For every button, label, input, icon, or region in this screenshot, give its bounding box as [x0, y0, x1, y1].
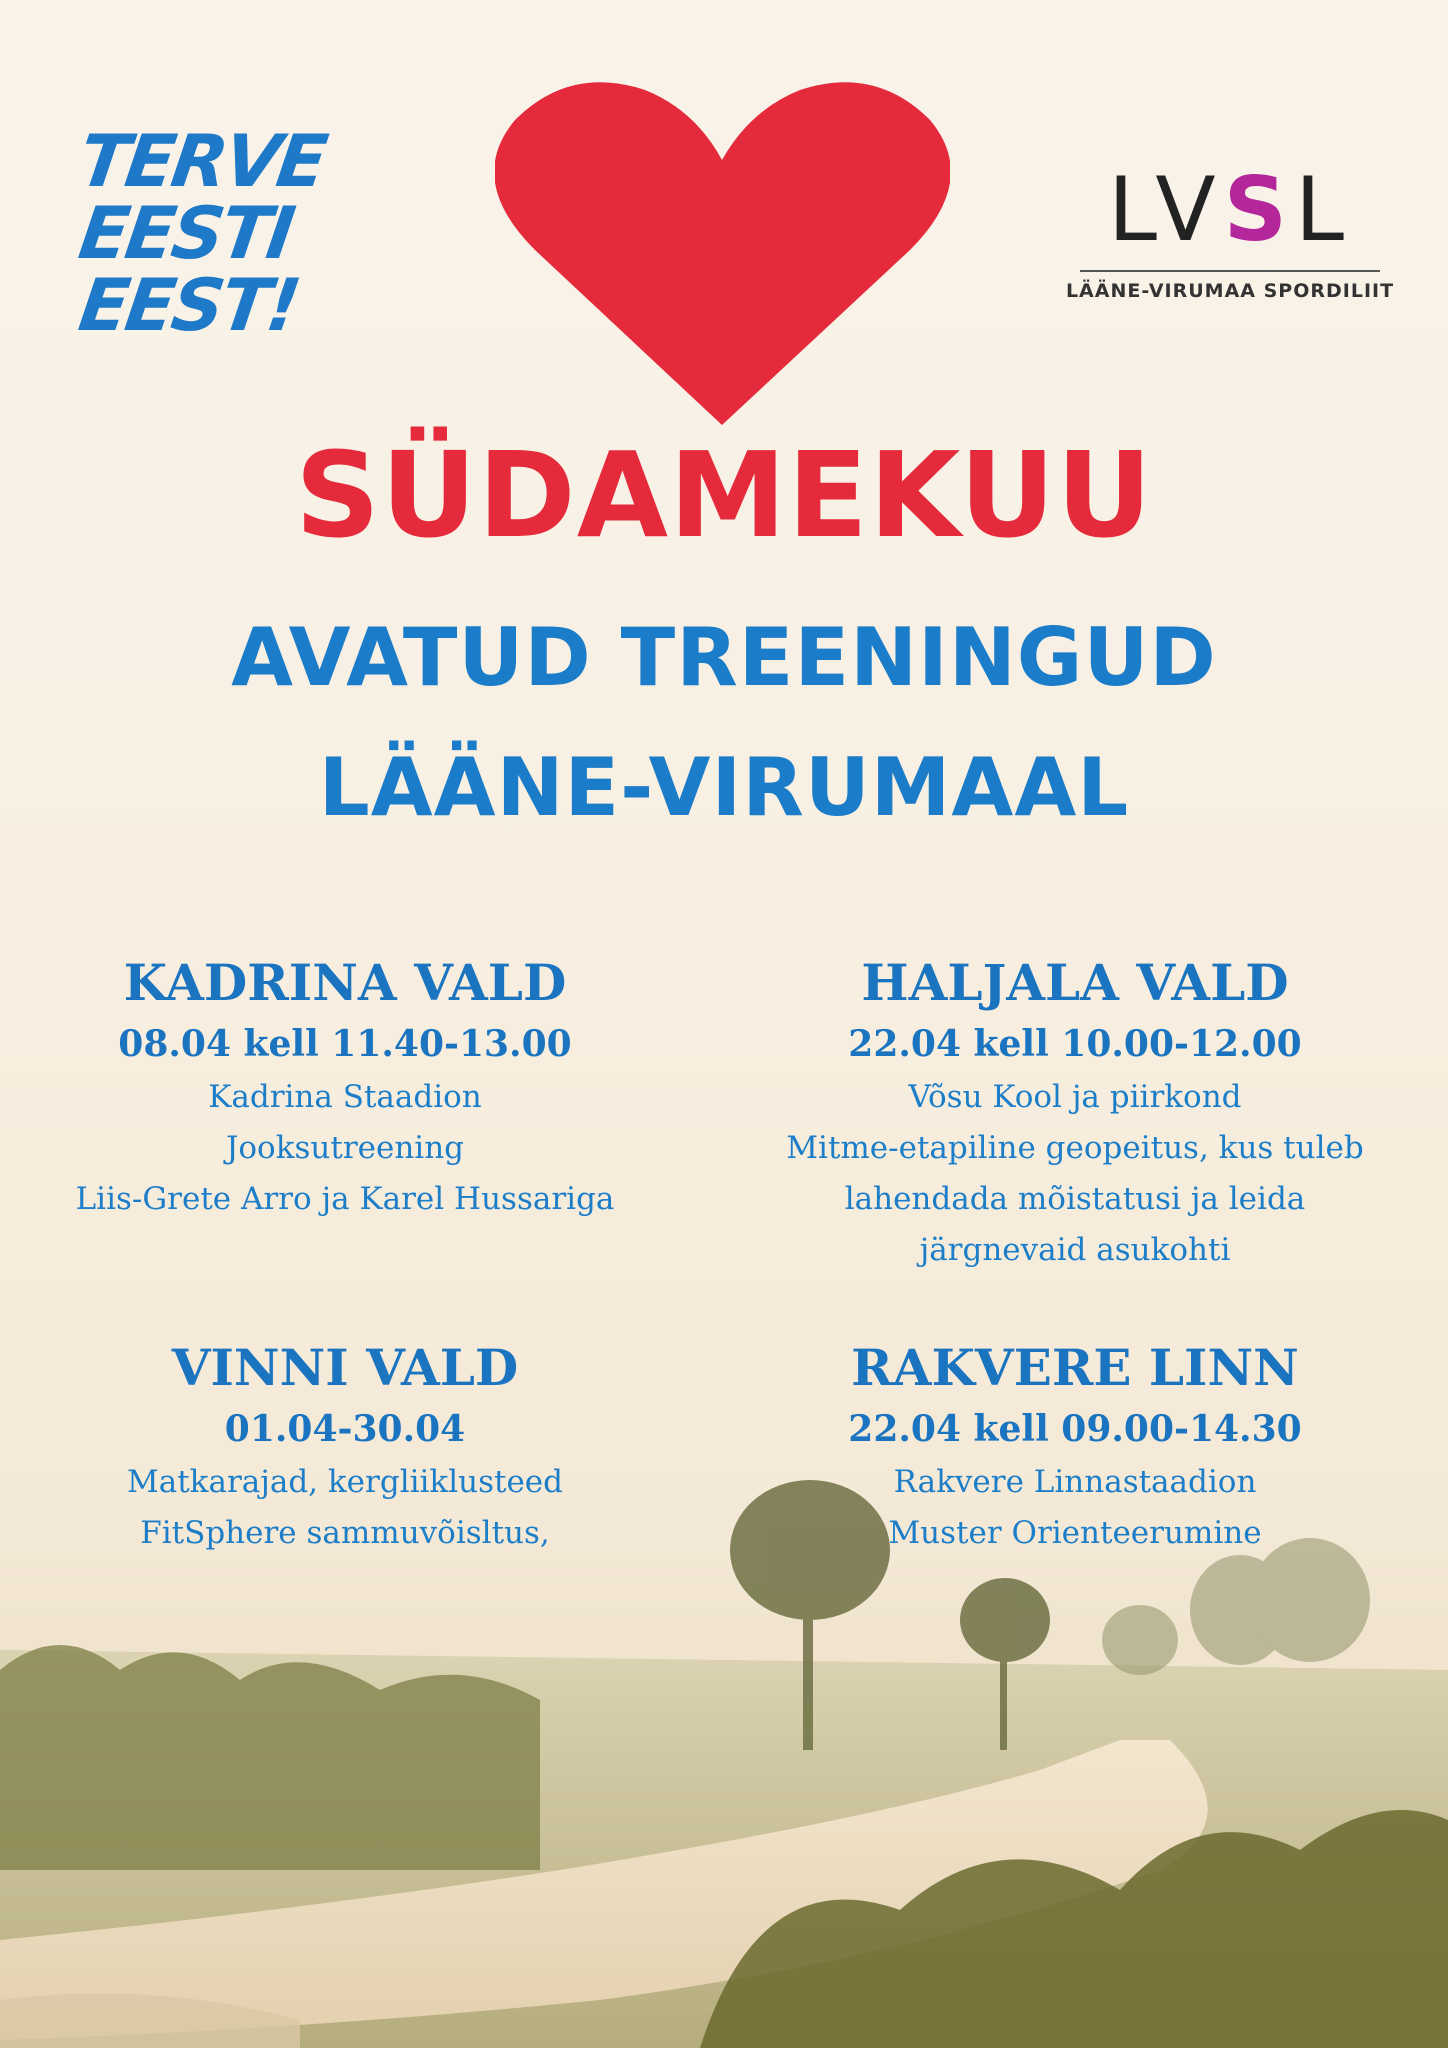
event-detail: Liis-Grete Arro ja Karel Hussariga	[75, 1181, 615, 1217]
event-rakvere	[755, 1335, 1395, 1559]
logo-divider	[1080, 270, 1380, 272]
subtitle-line-1: AVATUD TREENINGUD	[231, 611, 1217, 704]
terve-eesti-eest-logo: TERVE EESTI EEST!	[74, 119, 330, 347]
event-detail: lahendada mõistatusi ja leida	[844, 1181, 1306, 1217]
lvsl-subtitle: LÄÄNE-VIRUMAA SPORDILIIT	[1065, 280, 1395, 302]
event-detail: FitSphere sammuvõisltus,	[140, 1515, 550, 1551]
event-time: 01.04-30.04	[224, 1408, 466, 1450]
event-name: KADRINA VALD	[123, 953, 567, 1012]
event-detail: Mitme-etapiline geopeitus, kus tuleb	[786, 1130, 1364, 1166]
event-name: VINNI VALD	[171, 1338, 519, 1397]
event-detail: Muster Orienteerumine	[888, 1515, 1262, 1551]
event-name: RAKVERE LINN	[851, 1338, 1299, 1397]
event-vinni	[25, 1335, 665, 1559]
lvsl-mark: LVSL	[1108, 158, 1352, 261]
event-kadrina	[25, 950, 665, 1225]
heart-icon	[495, 80, 950, 430]
event-detail: järgnevaid asukohti	[919, 1232, 1231, 1268]
event-time: 08.04 kell 11.40-13.00	[118, 1023, 572, 1065]
event-name: HALJALA VALD	[861, 953, 1289, 1012]
event-detail: Matkarajad, kergliiklusteed	[127, 1464, 563, 1500]
page-title: SÜDAMEKUU	[294, 426, 1154, 564]
event-time: 22.04 kell 09.00-14.30	[848, 1408, 1302, 1450]
event-detail: Võsu Kool ja piirkond	[908, 1079, 1242, 1115]
event-time: 22.04 kell 10.00-12.00	[848, 1023, 1302, 1065]
event-detail: Jooksutreening	[225, 1130, 465, 1166]
event-detail: Kadrina Staadion	[208, 1079, 482, 1115]
subtitle-line-2: LÄÄNE-VIRUMAAL	[318, 741, 1130, 834]
event-haljala	[755, 950, 1395, 1276]
event-detail: Rakvere Linnastaadion	[893, 1464, 1257, 1500]
lvsl-logo	[1060, 160, 1400, 320]
